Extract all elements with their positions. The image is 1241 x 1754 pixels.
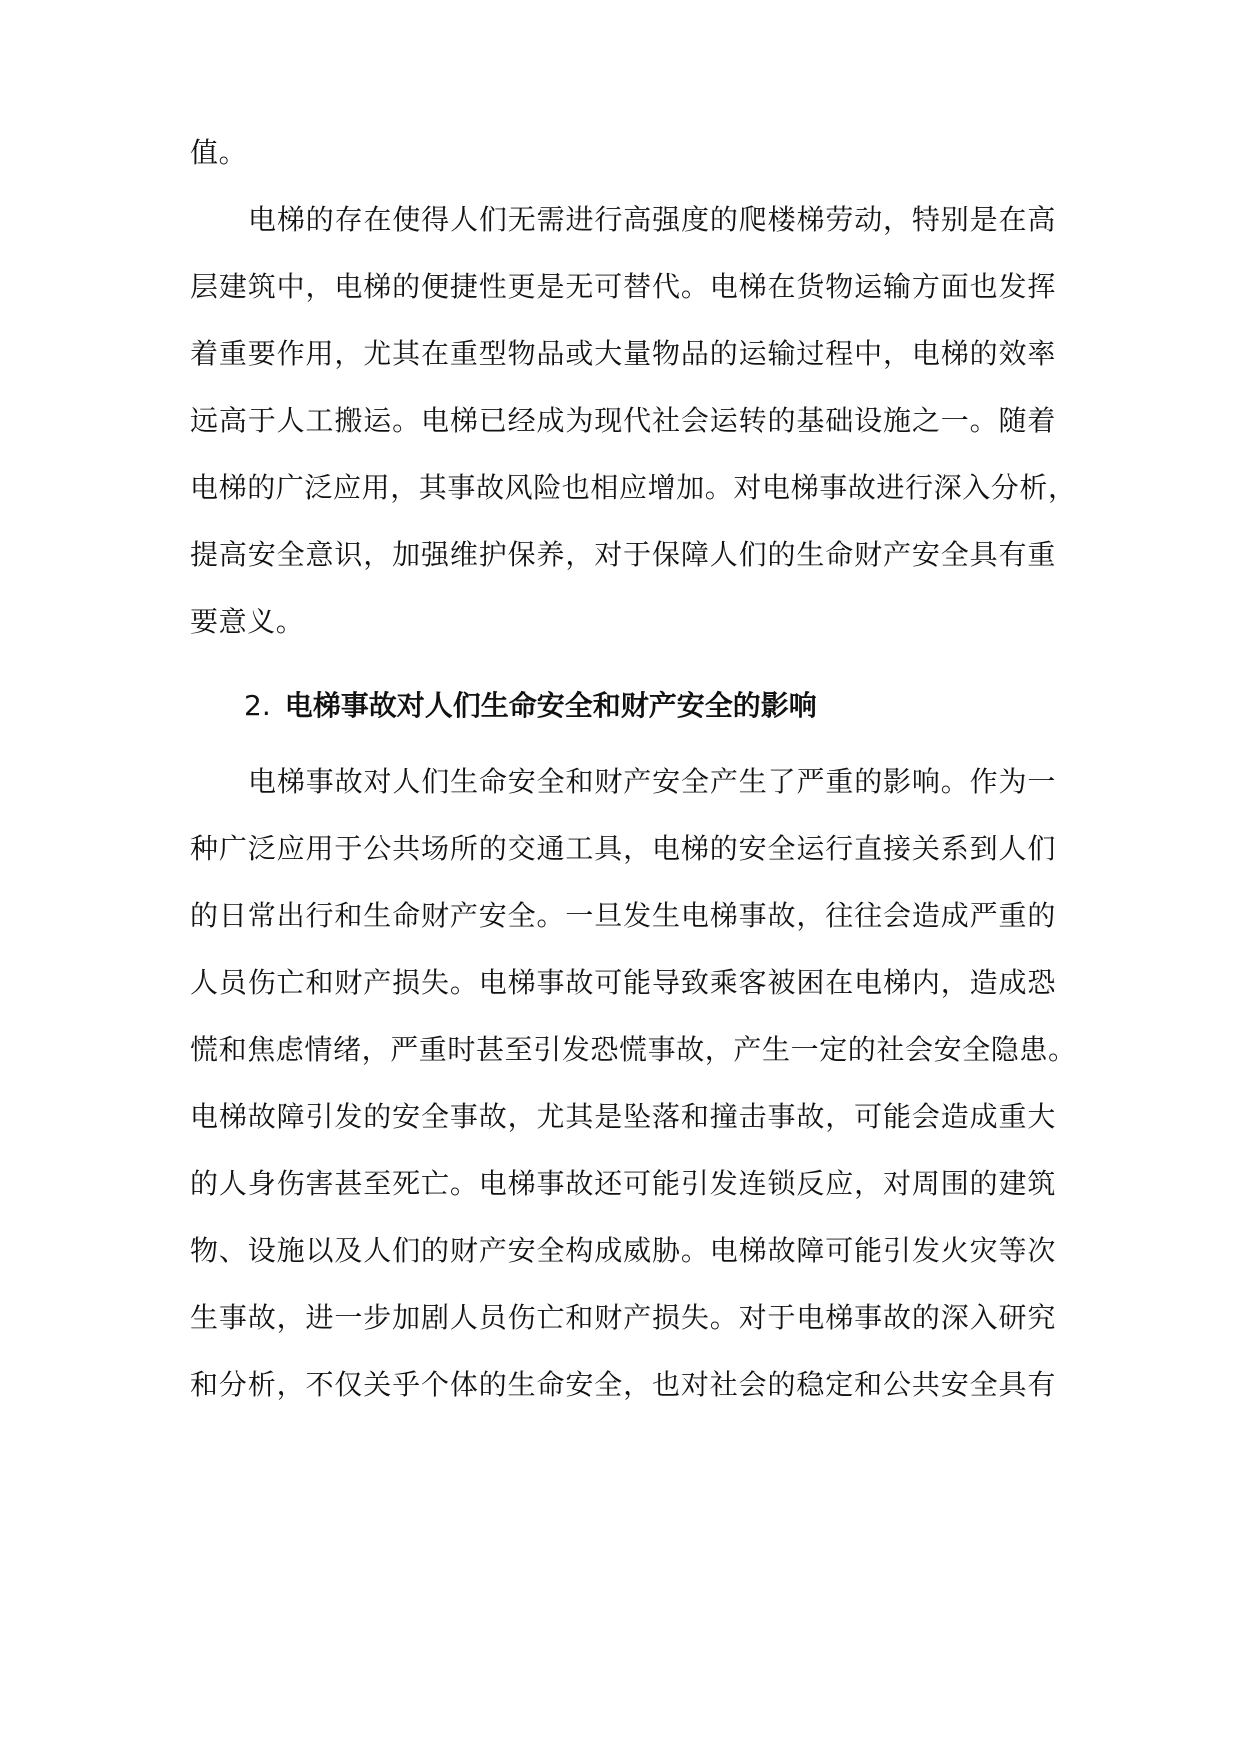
text-line: 电梯的存在使得人们无需进行高强度的爬楼梯劳动，特别是在高 <box>248 203 1056 236</box>
text-line: 和分析，不仅关乎个体的生命安全，也对社会的稳定和公共安全具有 <box>190 1368 1056 1401</box>
text-line: 着重要作用，尤其在重型物品或大量物品的运输过程中，电梯的效率 <box>190 337 1056 370</box>
text-line: 慌和焦虑情绪，严重时甚至引发恐慌事故，产生一定的社会安全隐患。 <box>190 1033 1077 1066</box>
text-line: 人员伤亡和财产损失。电梯事故可能导致乘客被困在电梯内，造成恐 <box>190 966 1056 999</box>
text-line: 要意义。 <box>190 605 305 638</box>
text-line: 的人身伤害甚至死亡。电梯事故还可能引发连锁反应，对周围的建筑 <box>190 1167 1056 1200</box>
section-heading <box>244 686 817 726</box>
text-line: 的日常出行和生命财产安全。一旦发生电梯事故，往往会造成严重的 <box>190 899 1056 932</box>
text-line: 种广泛应用于公共场所的交通工具，电梯的安全运行直接关系到人们 <box>190 832 1056 865</box>
text-line: 远高于人工搬运。电梯已经成为现代社会运转的基础设施之一。随着 <box>190 404 1056 437</box>
text-line: 电梯故障引发的安全事故，尤其是坠落和撞击事故，可能会造成重大 <box>190 1100 1056 1133</box>
text-line: 电梯的广泛应用，其事故风险也相应增加。对电梯事故进行深入分析， <box>190 471 1077 504</box>
text-line: 值。 <box>190 136 248 169</box>
text-line: 层建筑中，电梯的便捷性更是无可替代。电梯在货物运输方面也发挥 <box>190 270 1056 303</box>
text-line: 生事故，进一步加剧人员伤亡和财产损失。对于电梯事故的深入研究 <box>190 1301 1056 1334</box>
section-title: 电梯事故对人们生命安全和财产安全的影响 <box>284 689 817 722</box>
section-number: 2. <box>244 689 271 722</box>
text-line: 物、设施以及人们的财产安全构成威胁。电梯故障可能引发火灾等次 <box>190 1234 1056 1267</box>
text-line: 电梯事故对人们生命安全和财产安全产生了严重的影响。作为一 <box>248 765 1056 798</box>
text-line: 提高安全意识，加强维护保养，对于保障人们的生命财产安全具有重 <box>190 538 1056 571</box>
